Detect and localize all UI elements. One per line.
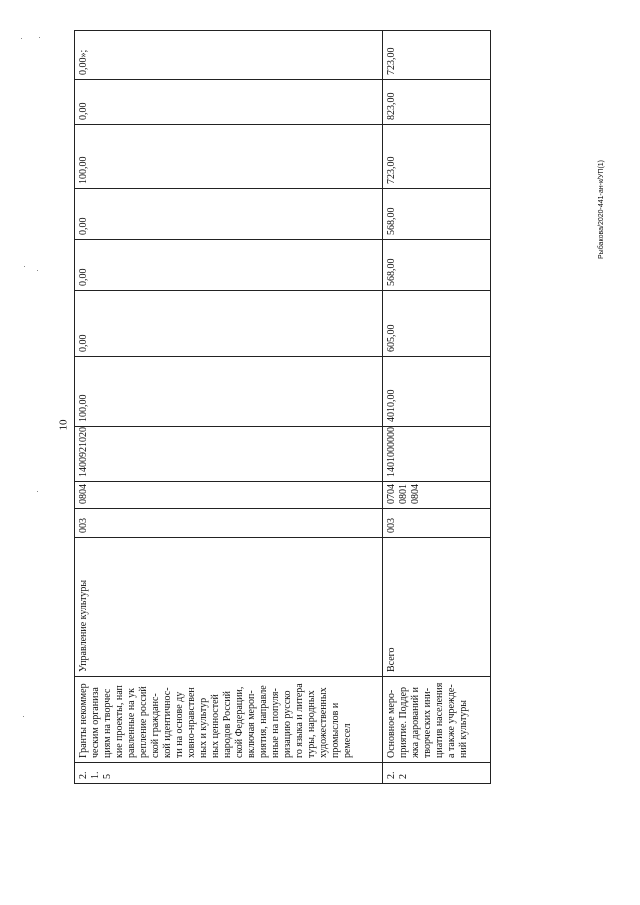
grbs-code: 003	[383, 509, 491, 538]
value-cell: 0,00	[75, 189, 383, 240]
scan-speck	[37, 491, 38, 492]
value-cell: 823,00	[383, 80, 491, 125]
row-index: 2. 1. 5	[75, 763, 383, 784]
value-cell: 4010,00	[383, 357, 491, 427]
program-table	[74, 30, 491, 784]
value-cell: 0,00	[75, 240, 383, 291]
value-cell: 723,00	[383, 125, 491, 189]
executor: Всего	[383, 538, 491, 677]
scan-speck	[23, 716, 24, 717]
table-row	[383, 31, 491, 784]
csr-code: 1400921020	[75, 427, 383, 482]
table-row	[75, 31, 383, 784]
side-note-text: Рыбакова/2020-441-ан-к/УП(1)	[598, 160, 605, 259]
value-cell: 100,00	[75, 357, 383, 427]
row-index: 2. 2	[383, 763, 491, 784]
value-cell: 0,00	[75, 291, 383, 357]
activity-name: Гранты некоммер ческим организа циям на творчес кие проекты, нап равленные на ук репление россий ской гражданс- кой идентичнос- ти на основе ду ховно-нравствен ных и культур ных ценностей народов Россий ской Федерации, включая мероп- риятия, направле нные на популя- ризацию русско го языка и литера туры, народных художественных промыслов и ремесел	[75, 677, 383, 763]
value-cell: 568,00	[383, 189, 491, 240]
value-cell: 0,00	[75, 80, 383, 125]
scan-speck	[39, 37, 40, 38]
executor: Управление культуры	[75, 538, 383, 677]
rzpr-code: 0804	[75, 482, 383, 509]
rzpr-code: 0704 0801 0804	[383, 482, 491, 509]
scan-speck	[37, 270, 38, 271]
value-cell: 100,00	[75, 125, 383, 189]
value-cell: 723,00	[383, 31, 491, 80]
rotated-table-frame	[74, 47, 490, 784]
activity-name: Основное меро- приятие. Поддер жка дарований и творческих ини- циатив населения а также учрежде- ний культуры	[383, 677, 491, 763]
rotated-table-content	[74, 47, 490, 784]
grbs-code: 003	[75, 509, 383, 538]
page-number: 10	[57, 419, 70, 431]
value-cell: 0,00»;	[75, 31, 383, 80]
scan-speck	[24, 266, 25, 267]
value-cell: 568,00	[383, 240, 491, 291]
value-cell: 605,00	[383, 291, 491, 357]
scan-speck	[21, 38, 22, 39]
csr-code: 1401000000	[383, 427, 491, 482]
